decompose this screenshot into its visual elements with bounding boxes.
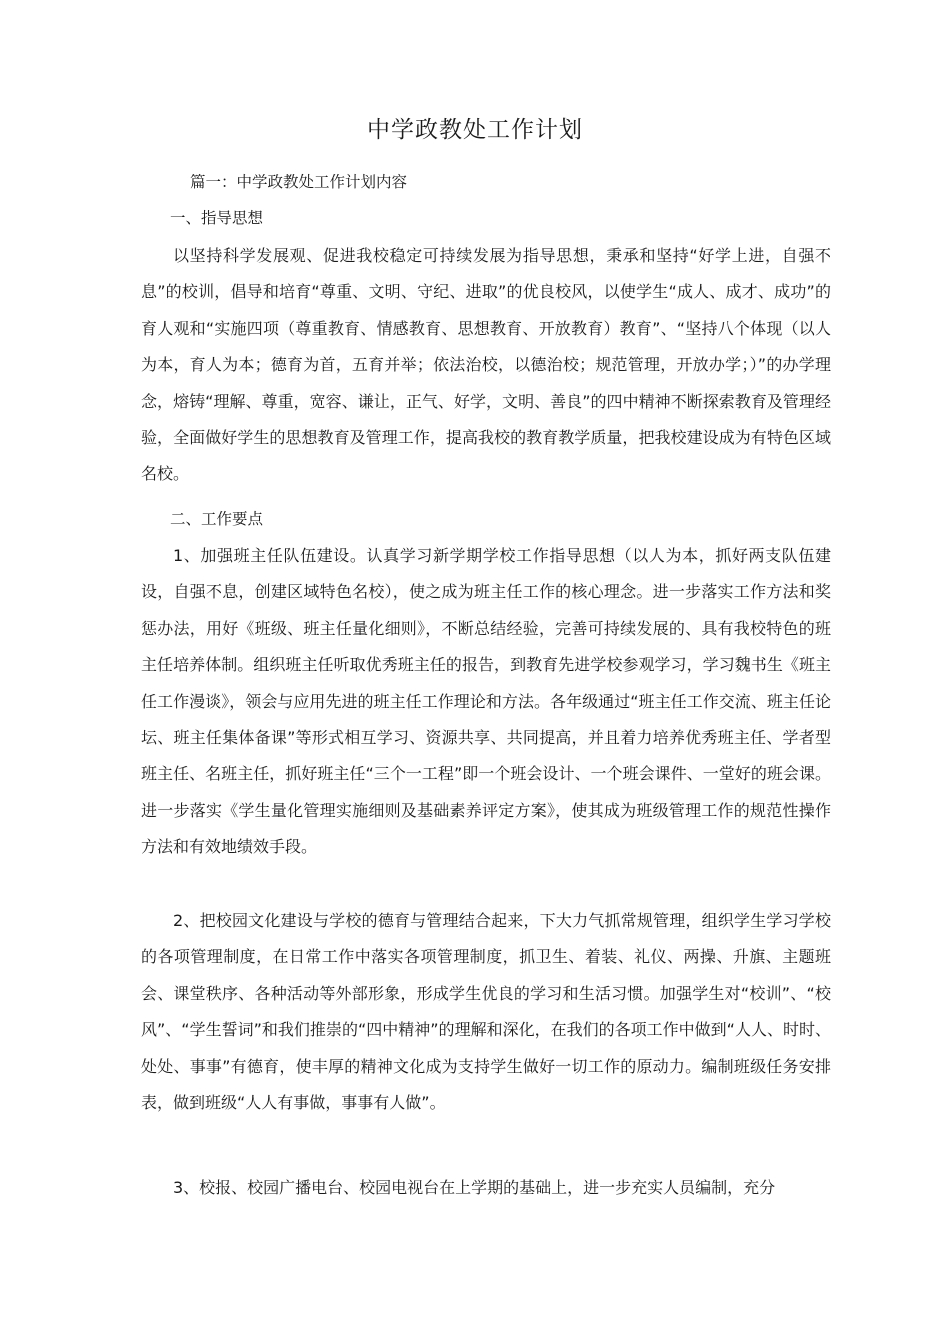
document-title: 中学政教处工作计划 <box>367 117 583 143</box>
section-heading-guiding-thought: 一、指导思想 <box>170 209 264 227</box>
paragraph-guiding-thought: 以坚持科学发展观、促进我校稳定可持续发展为指导思想，秉承和坚持“好学上进，自强不息”的校训，倡导和培育“尊重、文明、守纪、进取”的优良校风，以使学生“成人、成才、成功”的育人观和“实施四项（尊重教育、情感教育、思想教育、开放教育）教育”、“坚持八个体现（以人为本，育人为本；德育为首，五育并举；依法治校，以德治校；规范管理，开放办学；）”的办学理念，熔铸“理解、尊重，宽容、谦让，正气、好学，文明、善良”的四中精神不断探索教育及管理经验，全面做好学生的思想教育及管理工作，提高我校的教育教学质量，把我校建设成为有特色区域名校。 <box>141 246 831 484</box>
paragraph-point-2: 2、把校园文化建设与学校的德育与管理结合起来，下大力气抓常规管理，组织学生学习学校的各项管理制度，在日常工作中落实各项管理制度，抓卫生、着装、礼仪、两操、升旗、主题班会、课堂秩序、各种活动等外部形象，形成学生优良的学习和生活习惯。加强学生对“校训”、“校风”、“学生誓词”和我们推崇的“四中精神”的理解和深化，在我们的各项工作中做到“人人、时时、处处、事事”有德育，使丰厚的精神文化成为支持学生做好一切工作的原动力。编制班级任务安排表，做到班级“人人有事做，事事有人做”。 <box>141 911 831 1113</box>
paragraph-point-1: 1、加强班主任队伍建设。认真学习新学期学校工作指导思想（以人为本，抓好两支队伍建设，自强不息，创建区域特色名校），使之成为班主任工作的核心理念。进一步落实工作方法和奖惩办法，用好《班级、班主任量化细则》，不断总结经验，完善可持续发展的、具有我校特色的班主任培养体制。组织班主任听取优秀班主任的报告，到教育先进学校参观学习，学习魏书生《班主任工作漫谈》，领会与应用先进的班主任工作理论和方法。各年级通过“班主任工作交流、班主任论坛、班主任集体备课”等形式相互学习、资源共享、共同提高，并且着力培养优秀班主任、学者型班主任、名班主任，抓好班主任“三个一工程”即一个班会设计、一个班会课件、一堂好的班会课。进一步落实《学生量化管理实施细则及基础素养评定方案》，使其成为班级管理工作的规范性操作方法和有效地绩效手段。 <box>141 546 831 857</box>
section-heading-work-points: 二、工作要点 <box>170 510 264 528</box>
paragraph-point-3: 3、校报、校园广播电台、校园电视台在上学期的基础上，进一步充实人员编制，充分 <box>173 1178 776 1197</box>
document-subtitle: 篇一：中学政教处工作计划内容 <box>190 173 408 191</box>
